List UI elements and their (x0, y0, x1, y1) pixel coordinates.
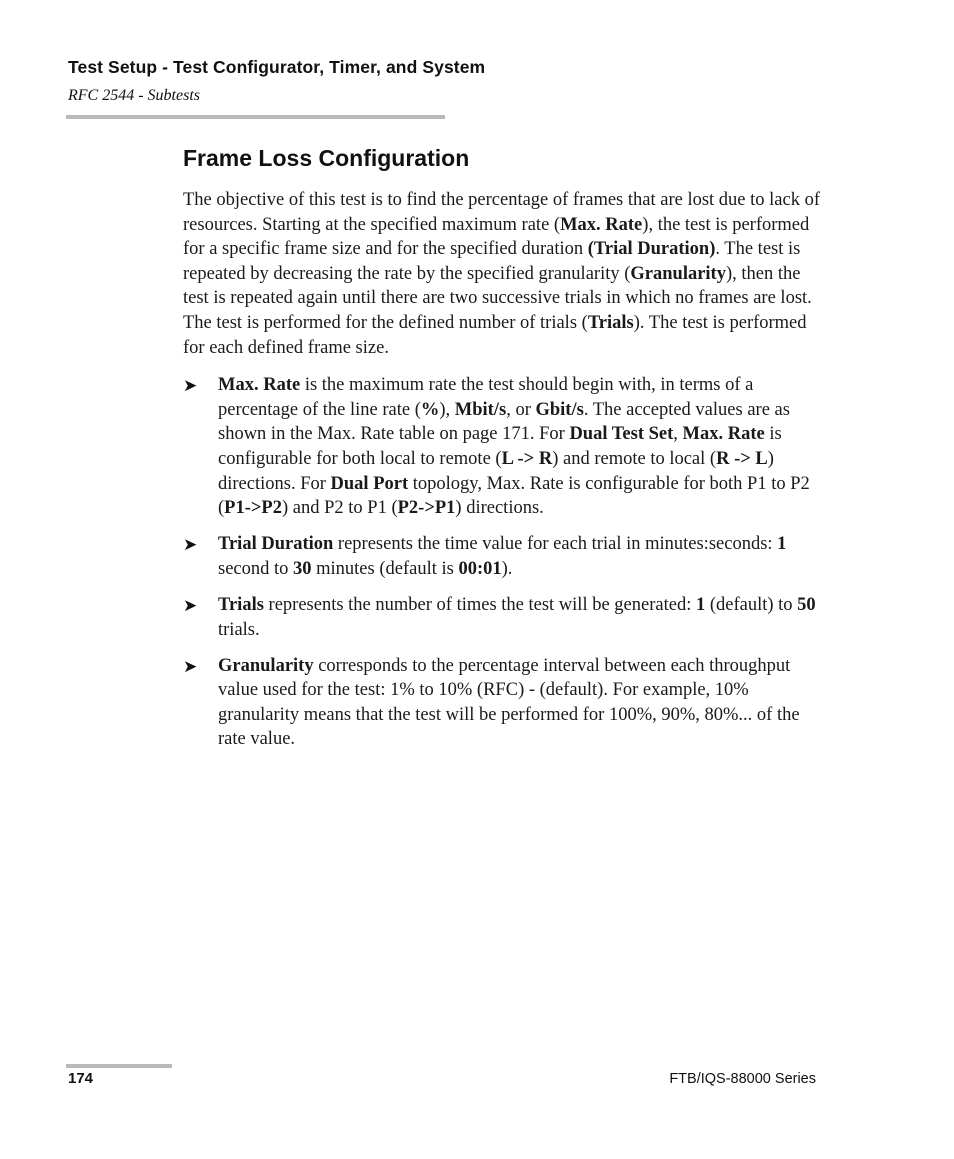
item-text: , (673, 424, 683, 445)
item-text: is configurable for both local to remote ( (218, 424, 782, 469)
intro-term-trials: Trials (587, 312, 634, 333)
item-bold: % (420, 399, 440, 420)
item-text: corresponds to the percentage interval between each throughput value used for the test: 1% to 10% (RFC) - (default). For example, 10% granularity means that the test will be performed for 100%, 90%, 80%... of the rate value. (218, 655, 800, 750)
item-bold: Dual Test Set (569, 424, 674, 445)
item-text: is the maximum rate the test should begin with, in terms of a percentage of the line rate ( (218, 375, 754, 420)
item-text: ) directions. (455, 498, 544, 519)
page-number: 174 (68, 1070, 94, 1087)
item-bold: 50 (797, 594, 816, 615)
item-bold: P2->P1 (397, 498, 456, 519)
body-content (183, 188, 823, 763)
item-text: ) and remote to local ( (552, 448, 717, 469)
section-title: Frame Loss Configuration (183, 145, 470, 171)
item-text: ), (439, 399, 455, 420)
item-bold: 1 (777, 534, 787, 555)
item-bold: 1 (695, 594, 706, 615)
item-bold: R -> L (716, 448, 768, 469)
list-item-trials (183, 593, 823, 642)
item-bold: Gbit/s (535, 399, 584, 420)
item-bold: P1->P2 (224, 498, 282, 519)
item-text: ) and P2 to P1 ( (281, 498, 398, 519)
header-divider (66, 115, 445, 119)
item-bold: Mbit/s (454, 399, 507, 420)
intro-term-granularity: Granularity (630, 263, 726, 284)
item-text: , or (506, 399, 536, 420)
item-bold: Dual Port (330, 473, 409, 494)
item-text: ) directions. For (218, 448, 774, 494)
term-trials: Trials (218, 594, 264, 615)
item-bold: 30 (293, 558, 312, 579)
intro-paragraph (183, 188, 823, 360)
arrow-bullet-icon: ➤ (183, 656, 198, 677)
term-trial-duration: Trial Duration (218, 534, 334, 555)
item-bold: L -> R (501, 448, 553, 469)
term-granularity: Granularity (218, 655, 314, 676)
intro-text: . The test is repeated by decreasing the rate by the specified granularity ( (183, 239, 801, 284)
item-text: topology, Max. Rate is configurable for both P1 to P2 ( (218, 473, 810, 519)
running-header-title: Test Setup - Test Configurator, Timer, and System (68, 57, 486, 77)
list-item-max-rate (183, 373, 823, 521)
item-text: trials. (218, 619, 260, 640)
intro-text: ). The test is performed for each defined frame size. (183, 312, 807, 358)
item-text: second to (218, 558, 294, 579)
parameter-list (183, 373, 823, 752)
item-text: represents the time value for each trial in minutes:seconds: (333, 534, 778, 555)
intro-text: ), then the test is repeated again until there are two successive trials in which no frames are lost. The test is performed for the defined number of trials ( (183, 263, 812, 333)
item-text: minutes (default is (311, 558, 459, 579)
item-bold: 00:01 (458, 558, 502, 579)
item-text: ). (501, 558, 513, 579)
item-text: (default) to (705, 594, 798, 615)
intro-text: The objective of this test is to find the percentage of frames that are lost due to lack of resources. Starting at the specified maximum rate ( (183, 190, 821, 235)
term-max-rate: Max. Rate (218, 375, 301, 396)
arrow-bullet-icon: ➤ (183, 595, 198, 616)
list-item-trial-duration (183, 532, 823, 581)
running-header-subtitle: RFC 2544 - Subtests (68, 87, 200, 104)
intro-term-trial-duration: (Trial Duration) (587, 239, 716, 260)
arrow-bullet-icon: ➤ (183, 535, 198, 556)
item-text: represents the number of times the test will be generated: (263, 594, 696, 615)
item-bold: Max. Rate (682, 424, 765, 445)
intro-term-max-rate: Max. Rate (560, 214, 643, 235)
product-series: FTB/IQS-88000 Series (669, 1071, 816, 1087)
footer-divider (66, 1064, 172, 1068)
intro-text: ), the test is performed for a specific frame size and for the specified duration (183, 214, 810, 260)
arrow-bullet-icon: ➤ (183, 376, 198, 397)
item-text: . The accepted values are as shown in the Max. Rate table on page 171. For (218, 399, 790, 445)
list-item-granularity (183, 654, 823, 752)
